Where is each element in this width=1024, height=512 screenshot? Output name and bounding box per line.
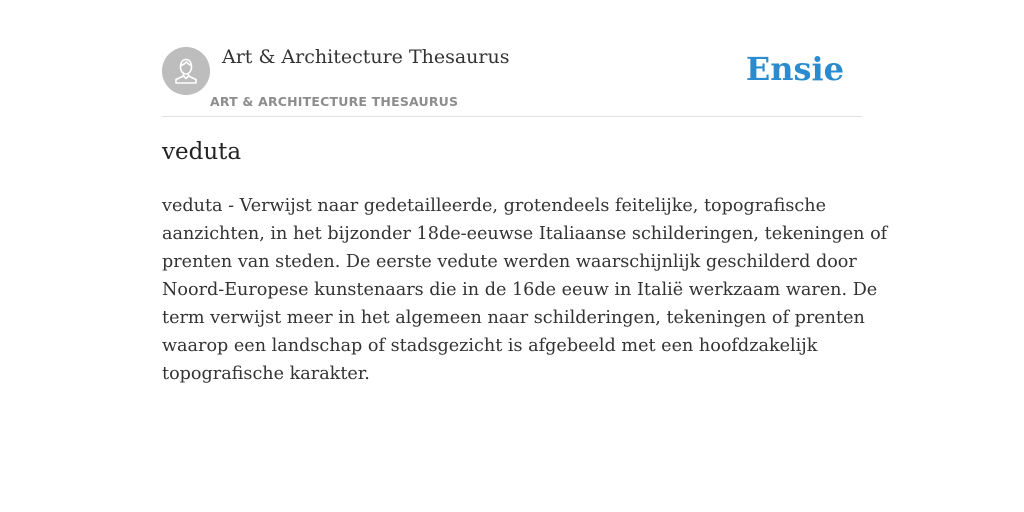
entry-definition [162,192,888,388]
entry-term: veduta [162,139,242,165]
definition-line: Noord-Europese kunstenaars die in de 16de eeuw in Italië werkzaam waren. De [162,280,878,300]
ensie-logo[interactable]: Ensie [745,50,844,88]
definition-line: topografische karakter. [162,364,370,384]
definition-line: term verwijst meer in het algemeen naar schilderingen, tekeningen of prenten [162,308,865,328]
definition-line: aanzichten, in het bijzonder 18de-eeuwse Italiaanse schilderingen, tekeningen of [162,224,888,244]
source-header [162,36,862,117]
source-title[interactable]: Art & Architecture Thesaurus [222,46,510,68]
definition-line: veduta - Verwijst naar gedetailleerde, grotendeels feitelijke, topografische [162,196,827,216]
user-silhouette-icon [162,47,210,95]
definition-line: waarop een landschap of stadsgezicht is afgebeeld met een hoofdzakelijk [162,336,818,356]
avatar[interactable] [162,47,210,95]
source-subtitle[interactable]: ART & ARCHITECTURE THESAURUS [210,94,459,109]
definition-line: prenten van steden. De eerste vedute werden waarschijnlijk geschilderd door [162,252,857,272]
